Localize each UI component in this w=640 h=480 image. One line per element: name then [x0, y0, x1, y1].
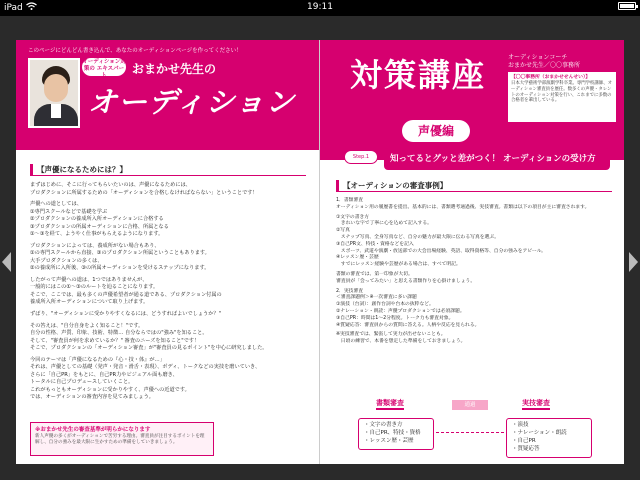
paragraph: ※実技審査では、緊張して実力が出せないことも。 日頃の練習で、本番を想定した準備をしておきましょう。 — [336, 332, 466, 345]
paragraph: ずばり、"オーディションに受かりやすくなるには、どうすればよいでしょうか？" — [30, 310, 222, 317]
criteria-note — [30, 422, 214, 456]
flow-item: ・ナレーション・朗読 — [512, 429, 567, 436]
page-title: オーディション — [88, 85, 296, 119]
section-heading: 【オーディションの審査事例】 — [336, 180, 612, 192]
paragraph: ①文字の書き方 きれいな字で丁寧に心を込めて記入する。 ②写真 スナップ写真、全身写真など、自分の魅力が最大限に伝わる写真を選ぶ。 ③自己PR文、特技・資格などを記入 スポーツ、武道や演劇・放送部での大会出場経験、英語、取得資格等、自分の強みをアピール。 ④レッスン歴・芸歴 すでにレッスン経験や芸歴がある場合は、すべて明記。 — [336, 214, 546, 268]
coach-profile — [508, 72, 616, 122]
voice-actor-badge: 声優編 — [402, 120, 470, 142]
coach-label: オーディションコーチ おまかせ先生／〇〇事務所 — [508, 54, 581, 70]
flow-item: ・演技 — [512, 422, 529, 428]
right-page[interactable] — [320, 40, 624, 464]
teacher-photo — [28, 58, 80, 128]
profile-name: 【〇〇事務所（おまかせせんせい）】 — [511, 75, 591, 80]
status-bar — [0, 0, 640, 16]
section-heading: 【声優になるためには？】 — [30, 164, 306, 176]
flow-box-practical — [506, 418, 592, 458]
flow-label-document: 書類審査 — [376, 398, 404, 410]
battery-icon — [618, 2, 636, 10]
paragraph: プロダクションによっては、養成所がない場合もあり、 ①の専門スクールから直接、③のプロダクション所属ということもあります。 大手プロダクションの多くは、 ②の養成所に入所後、③の所属オーディションを受けるステップになります。 — [30, 242, 210, 272]
paragraph: 声優への道としては、 ①専門スクールなどで基礎を学ぶ ②プロダクションの養成所入所オーディションに合格する ③プロダクションの所属オーディションに合格、所属となる ①〜③を経て、ようやく仕事がもらえるようになります。 — [30, 201, 169, 238]
flow-item: ・質疑応答 — [512, 445, 540, 452]
previous-page-arrow-icon[interactable] — [2, 252, 11, 272]
flow-item: ・レッスン歴・芸歴 — [364, 437, 414, 444]
note-title: ※おまかせ先生の審査基準が明らかになります — [35, 427, 151, 433]
flow-item: ・自己PR — [512, 437, 536, 444]
paragraph: まずはじめに、そこに行ってもらいたいのは、声優になるためには、 プロダクションに所属するための「オーディションを合格しなければならない」ということです！ — [30, 182, 258, 196]
note-body: 新人声優の多くがオーディションで苦労する理由。審査員が注目するポイントを理解し、自分の強みを最大限に生かすための準備をしていきましょう。 — [35, 434, 205, 445]
flow-item: ・自己PR、特技・資格 — [364, 429, 421, 436]
paragraph: 書類の審査では、第一印象が大切。 審査員が「会ってみたい」と思える書類作りを心掛けましょう。 — [336, 271, 476, 284]
flow-arrow: 通過 — [452, 400, 488, 410]
subtitle-banner: 知ってるとグッと差がつく！ オーディションの受け方 — [384, 148, 610, 170]
status-right — [618, 2, 636, 10]
left-paragraphs — [30, 182, 306, 402]
paragraph: 今回のテーマは「声優になるための『心・技・体』が…」 それは、声優としての基礎（発声・発音・滑舌・表現）、ボディ、トークなどの実技を磨いていき、 さらに「自己PR」をもとに、自己PR力やビジュアル面も磨き、 トータルに自己プロデュースしていくこと。 これがもっともオーディションに受かりやすく、声優への近道です。 では、オーディションの審査内容を見てみましょう。 — [30, 356, 261, 401]
book-viewer — [0, 16, 640, 480]
paragraph: したがって声優への道は、1つではありませんが、 一般的にはこの①〜③のルートを辿ることになります。 そこで、ここでは、最も多くの声優希望者が通る道である、プロダクション付属の 養成所入所オーディションについて取り上げます。 — [30, 276, 222, 306]
right-body — [336, 180, 612, 349]
paragraph: 1．書類審査 オーディション用の履歴書を提出。基本的には、書類選考通過後、実技審査。書類は以下の項目が主に審査されます。 — [336, 198, 590, 210]
course-title: 対策講座 — [350, 56, 487, 94]
step-label: Step.1 — [344, 150, 378, 164]
flow-connector — [436, 432, 504, 433]
coach-heading: おまかせ先生の — [132, 62, 217, 76]
left-page-header — [16, 40, 320, 150]
left-page[interactable] — [16, 40, 320, 464]
flow-label-practical: 実技審査 — [522, 398, 550, 410]
flow-box-document — [358, 418, 434, 450]
flow-item: ・文字の書き方 — [364, 422, 403, 428]
status-time: 19:11 — [307, 2, 333, 12]
device-name: iPad — [4, 2, 23, 13]
right-page-header — [320, 40, 624, 160]
profile-body: 日本大学藝術学部演劇学科卒業。専門学校講師、オーディション審査員を歴任。数多くの声優・タレントのオーディション対策を行い、これまでに多数の合格者を輩出している。 — [511, 81, 612, 104]
next-page-arrow-icon[interactable] — [629, 252, 638, 272]
left-body — [30, 164, 306, 406]
page-spread — [16, 40, 624, 464]
review-flow-diagram — [356, 398, 596, 460]
intro-text: このページにどんどん書き込んで、あなたのオーディションページを作ってください！ — [28, 48, 242, 54]
right-paragraphs — [336, 198, 612, 346]
paragraph: その答えは、"自分自身をよく知ること！"です。 自分の性格、声質、印象、技術、特徴… 自分ならではの"強み"を知ること。 そして、"審査員が何を求めているか？" 審査のニーズを知ること"です！ そこで、プロダクションの「オーディション審査」が"審査員の見るポイント"を中心に研究しました。 — [30, 322, 268, 352]
expert-badge: オーディション対策の エキスパート — [82, 59, 126, 80]
paragraph: 2．実技審査 ＜審査課題例＞※一次審査に多い課題 ①演技（台詞）：創作台詞や台本の抜粋など。 ②ナレーション・朗読：声優プロダクションでは必須課題。 ③自己PR：時間は1〜2分程度。トーク力も審査対象。 ④質疑応答：審査員からの質問に答える。人柄や反応を見られる。 — [336, 288, 480, 328]
